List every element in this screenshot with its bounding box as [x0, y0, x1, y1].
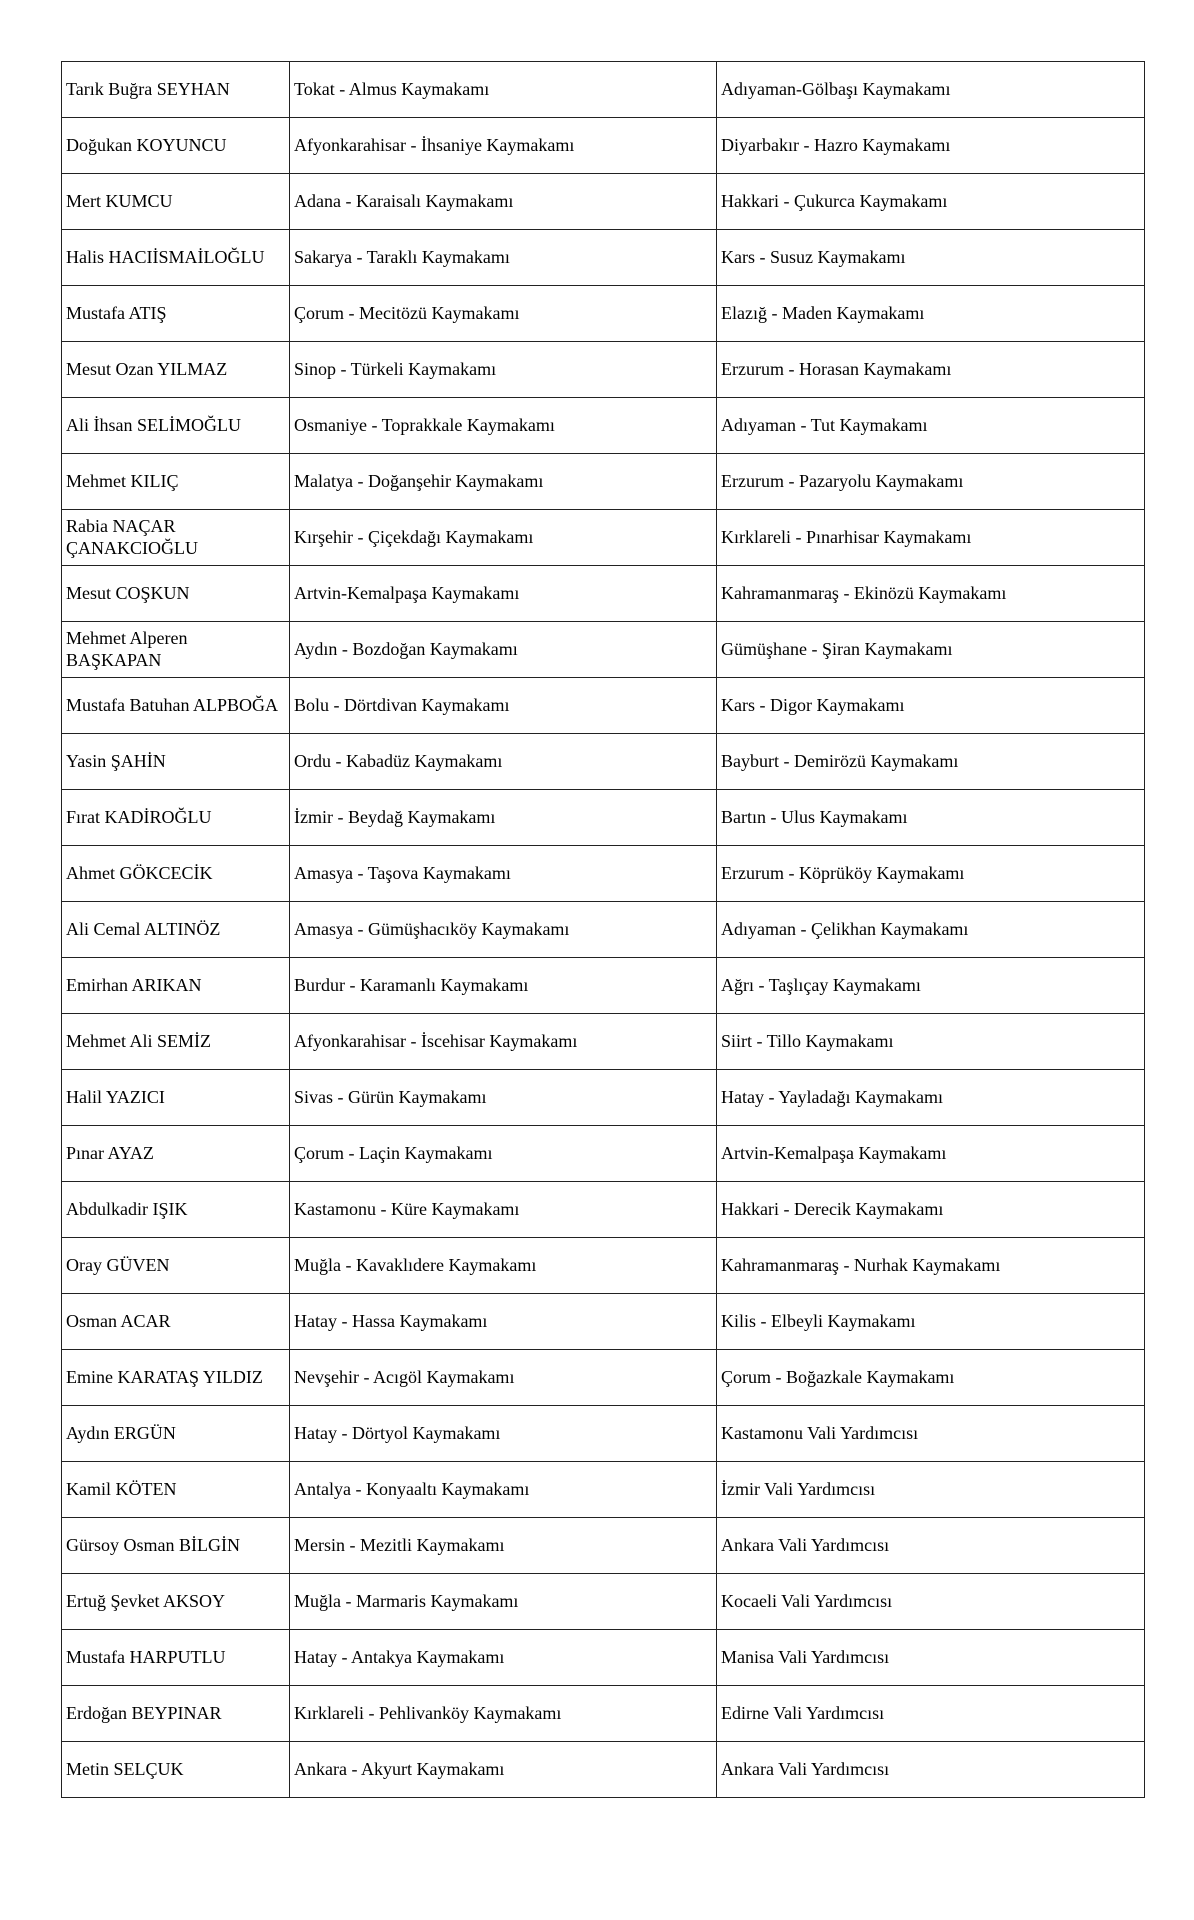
new-post-text: Kilis - Elbeyli Kaymakamı: [721, 1310, 916, 1331]
current-post-cell: [290, 566, 717, 622]
table-row: [62, 174, 1145, 230]
current-post-text: Nevşehir - Acıgöl Kaymakamı: [294, 1366, 515, 1387]
new-post-text: Adıyaman - Çelikhan Kaymakamı: [721, 918, 969, 939]
current-post-cell: [290, 1126, 717, 1182]
table-row: [62, 1014, 1145, 1070]
new-post-text: Kocaeli Vali Yardımcısı: [721, 1590, 893, 1611]
name-text: Ali Cemal ALTINÖZ: [66, 918, 221, 939]
new-post-cell: [717, 1014, 1145, 1070]
current-post-cell: [290, 454, 717, 510]
name-cell: [62, 1462, 290, 1518]
name-cell: [62, 1686, 290, 1742]
new-post-cell: [717, 398, 1145, 454]
name-text: Yasin ŞAHİN: [66, 750, 166, 771]
table-row: [62, 678, 1145, 734]
current-post-text: Ankara - Akyurt Kaymakamı: [294, 1758, 505, 1779]
name-text: Mehmet Alperen BAŞKAPAN: [66, 627, 188, 670]
new-post-text: Bartın - Ulus Kaymakamı: [721, 806, 908, 827]
name-cell: [62, 62, 290, 118]
name-cell: [62, 1574, 290, 1630]
table-row: [62, 1574, 1145, 1630]
current-post-cell: [290, 1406, 717, 1462]
current-post-text: Kastamonu - Küre Kaymakamı: [294, 1198, 520, 1219]
current-post-text: Amasya - Gümüşhacıköy Kaymakamı: [294, 918, 570, 939]
current-post-cell: [290, 1574, 717, 1630]
table-row: [62, 230, 1145, 286]
new-post-text: Diyarbakır - Hazro Kaymakamı: [721, 134, 951, 155]
table-row: [62, 1406, 1145, 1462]
new-post-text: Kahramanmaraş - Nurhak Kaymakamı: [721, 1254, 1001, 1275]
table-row: [62, 1126, 1145, 1182]
name-text: Fırat KADİROĞLU: [66, 806, 212, 827]
new-post-cell: [717, 566, 1145, 622]
current-post-cell: [290, 1686, 717, 1742]
new-post-cell: [717, 622, 1145, 678]
name-cell: [62, 1182, 290, 1238]
name-text: Kamil KÖTEN: [66, 1478, 177, 1499]
new-post-cell: [717, 1294, 1145, 1350]
name-text: Ertuğ Şevket AKSOY: [66, 1590, 225, 1611]
table-row: [62, 1462, 1145, 1518]
current-post-text: Hatay - Hassa Kaymakamı: [294, 1310, 488, 1331]
current-post-cell: [290, 1238, 717, 1294]
new-post-text: Kastamonu Vali Yardımcısı: [721, 1422, 919, 1443]
current-post-text: Mersin - Mezitli Kaymakamı: [294, 1534, 505, 1555]
table-row: [62, 1350, 1145, 1406]
current-post-cell: [290, 286, 717, 342]
new-post-text: Kırklareli - Pınarhisar Kaymakamı: [721, 526, 972, 547]
name-cell: [62, 454, 290, 510]
new-post-cell: [717, 846, 1145, 902]
table-row: [62, 510, 1145, 566]
current-post-text: Kırklareli - Pehlivanköy Kaymakamı: [294, 1702, 562, 1723]
current-post-cell: [290, 62, 717, 118]
new-post-cell: [717, 1518, 1145, 1574]
current-post-text: Adana - Karaisalı Kaymakamı: [294, 190, 514, 211]
new-post-text: Ankara Vali Yardımcısı: [721, 1758, 890, 1779]
new-post-text: Manisa Vali Yardımcısı: [721, 1646, 890, 1667]
new-post-text: Bayburt - Demirözü Kaymakamı: [721, 750, 959, 771]
name-text: Erdoğan BEYPINAR: [66, 1702, 222, 1723]
new-post-cell: [717, 230, 1145, 286]
appointments-table: [61, 61, 1145, 1798]
new-post-text: Siirt - Tillo Kaymakamı: [721, 1030, 894, 1051]
table-row: [62, 118, 1145, 174]
current-post-cell: [290, 846, 717, 902]
name-cell: [62, 902, 290, 958]
new-post-cell: [717, 62, 1145, 118]
current-post-text: Afyonkarahisar - İhsaniye Kaymakamı: [294, 134, 575, 155]
new-post-text: Gümüşhane - Şiran Kaymakamı: [721, 638, 953, 659]
name-text: Osman ACAR: [66, 1310, 171, 1331]
name-cell: [62, 1070, 290, 1126]
new-post-cell: [717, 286, 1145, 342]
table-body: [62, 62, 1145, 1798]
current-post-text: Tokat - Almus Kaymakamı: [294, 78, 490, 99]
current-post-text: Sivas - Gürün Kaymakamı: [294, 1086, 487, 1107]
name-cell: [62, 1294, 290, 1350]
new-post-text: Artvin-Kemalpaşa Kaymakamı: [721, 1142, 947, 1163]
name-cell: [62, 174, 290, 230]
new-post-cell: [717, 1630, 1145, 1686]
name-cell: [62, 622, 290, 678]
new-post-cell: [717, 1182, 1145, 1238]
new-post-cell: [717, 790, 1145, 846]
name-cell: [62, 342, 290, 398]
table-row: [62, 342, 1145, 398]
new-post-cell: [717, 1686, 1145, 1742]
table-row: [62, 622, 1145, 678]
new-post-text: Kars - Susuz Kaymakamı: [721, 246, 906, 267]
name-text: Rabia NAÇAR ÇANAKCIOĞLU: [66, 515, 198, 558]
current-post-text: Malatya - Doğanşehir Kaymakamı: [294, 470, 544, 491]
new-post-text: Çorum - Boğazkale Kaymakamı: [721, 1366, 955, 1387]
name-text: Ali İhsan SELİMOĞLU: [66, 414, 241, 435]
new-post-cell: [717, 1350, 1145, 1406]
current-post-cell: [290, 902, 717, 958]
name-cell: [62, 790, 290, 846]
current-post-text: Antalya - Konyaaltı Kaymakamı: [294, 1478, 530, 1499]
name-cell: [62, 846, 290, 902]
name-text: Pınar AYAZ: [66, 1142, 154, 1163]
new-post-text: Ağrı - Taşlıçay Kaymakamı: [721, 974, 921, 995]
name-cell: [62, 958, 290, 1014]
current-post-cell: [290, 1350, 717, 1406]
name-text: Ahmet GÖKCECİK: [66, 862, 213, 883]
current-post-text: Hatay - Dörtyol Kaymakamı: [294, 1422, 501, 1443]
table-row: [62, 1742, 1145, 1798]
name-text: Mehmet KILIÇ: [66, 470, 179, 491]
new-post-cell: [717, 342, 1145, 398]
name-text: Abdulkadir IŞIK: [66, 1198, 188, 1219]
current-post-cell: [290, 1630, 717, 1686]
name-cell: [62, 678, 290, 734]
table-row: [62, 454, 1145, 510]
new-post-text: Hakkari - Çukurca Kaymakamı: [721, 190, 948, 211]
new-post-cell: [717, 510, 1145, 566]
current-post-text: Afyonkarahisar - İscehisar Kaymakamı: [294, 1030, 578, 1051]
name-cell: [62, 118, 290, 174]
current-post-cell: [290, 1742, 717, 1798]
table-row: [62, 566, 1145, 622]
new-post-text: Elazığ - Maden Kaymakamı: [721, 302, 925, 323]
table-row: [62, 286, 1145, 342]
current-post-text: Burdur - Karamanlı Kaymakamı: [294, 974, 529, 995]
table-row: [62, 1182, 1145, 1238]
name-cell: [62, 566, 290, 622]
name-text: Gürsoy Osman BİLGİN: [66, 1534, 240, 1555]
new-post-text: Ankara Vali Yardımcısı: [721, 1534, 890, 1555]
name-text: Doğukan KOYUNCU: [66, 134, 227, 155]
new-post-cell: [717, 1126, 1145, 1182]
current-post-text: Artvin-Kemalpaşa Kaymakamı: [294, 582, 520, 603]
name-text: Emirhan ARIKAN: [66, 974, 202, 995]
current-post-text: Amasya - Taşova Kaymakamı: [294, 862, 511, 883]
name-cell: [62, 1014, 290, 1070]
name-cell: [62, 1518, 290, 1574]
name-text: Mustafa Batuhan ALPBOĞA: [66, 694, 278, 715]
new-post-cell: [717, 1574, 1145, 1630]
table-row: [62, 734, 1145, 790]
current-post-text: İzmir - Beydağ Kaymakamı: [294, 806, 496, 827]
new-post-cell: [717, 1070, 1145, 1126]
new-post-text: Erzurum - Pazaryolu Kaymakamı: [721, 470, 964, 491]
name-cell: [62, 398, 290, 454]
new-post-text: Adıyaman-Gölbaşı Kaymakamı: [721, 78, 951, 99]
name-cell: [62, 286, 290, 342]
current-post-cell: [290, 1070, 717, 1126]
current-post-text: Sakarya - Taraklı Kaymakamı: [294, 246, 510, 267]
current-post-text: Muğla - Marmaris Kaymakamı: [294, 1590, 519, 1611]
name-cell: [62, 1630, 290, 1686]
current-post-text: Ordu - Kabadüz Kaymakamı: [294, 750, 503, 771]
current-post-cell: [290, 510, 717, 566]
name-cell: [62, 734, 290, 790]
name-text: Halis HACIİSMAİLOĞLU: [66, 246, 265, 267]
current-post-cell: [290, 1182, 717, 1238]
new-post-text: İzmir Vali Yardımcısı: [721, 1478, 876, 1499]
current-post-text: Muğla - Kavaklıdere Kaymakamı: [294, 1254, 537, 1275]
current-post-cell: [290, 1462, 717, 1518]
current-post-cell: [290, 790, 717, 846]
name-cell: [62, 1126, 290, 1182]
name-text: Mehmet Ali SEMİZ: [66, 1030, 211, 1051]
new-post-text: Hatay - Yayladağı Kaymakamı: [721, 1086, 943, 1107]
current-post-cell: [290, 958, 717, 1014]
new-post-cell: [717, 1462, 1145, 1518]
new-post-cell: [717, 174, 1145, 230]
current-post-cell: [290, 734, 717, 790]
name-cell: [62, 230, 290, 286]
current-post-text: Aydın - Bozdoğan Kaymakamı: [294, 638, 518, 659]
name-cell: [62, 1742, 290, 1798]
new-post-text: Edirne Vali Yardımcısı: [721, 1702, 885, 1723]
new-post-cell: [717, 958, 1145, 1014]
table-row: [62, 902, 1145, 958]
table-row: [62, 1518, 1145, 1574]
new-post-text: Erzurum - Köprüköy Kaymakamı: [721, 862, 965, 883]
table-row: [62, 1238, 1145, 1294]
new-post-cell: [717, 902, 1145, 958]
new-post-text: Kars - Digor Kaymakamı: [721, 694, 905, 715]
table-row: [62, 398, 1145, 454]
new-post-cell: [717, 118, 1145, 174]
new-post-text: Adıyaman - Tut Kaymakamı: [721, 414, 928, 435]
name-cell: [62, 510, 290, 566]
new-post-text: Kahramanmaraş - Ekinözü Kaymakamı: [721, 582, 1007, 603]
new-post-cell: [717, 1406, 1145, 1462]
table-row: [62, 1686, 1145, 1742]
current-post-cell: [290, 342, 717, 398]
name-text: Metin SELÇUK: [66, 1758, 184, 1779]
new-post-text: Erzurum - Horasan Kaymakamı: [721, 358, 952, 379]
current-post-cell: [290, 1518, 717, 1574]
name-text: Aydın ERGÜN: [66, 1422, 176, 1443]
name-text: Mesut COŞKUN: [66, 582, 190, 603]
name-text: Mesut Ozan YILMAZ: [66, 358, 228, 379]
current-post-cell: [290, 174, 717, 230]
current-post-text: Hatay - Antakya Kaymakamı: [294, 1646, 505, 1667]
table-row: [62, 790, 1145, 846]
name-cell: [62, 1238, 290, 1294]
current-post-cell: [290, 1014, 717, 1070]
current-post-cell: [290, 622, 717, 678]
current-post-text: Sinop - Türkeli Kaymakamı: [294, 358, 497, 379]
table-row: [62, 1294, 1145, 1350]
current-post-cell: [290, 118, 717, 174]
table-row: [62, 958, 1145, 1014]
name-text: Emine KARATAŞ YILDIZ: [66, 1366, 263, 1387]
new-post-cell: [717, 678, 1145, 734]
current-post-text: Çorum - Laçin Kaymakamı: [294, 1142, 493, 1163]
name-text: Mustafa ATIŞ: [66, 302, 167, 323]
new-post-cell: [717, 734, 1145, 790]
table-row: [62, 1070, 1145, 1126]
new-post-cell: [717, 1742, 1145, 1798]
current-post-cell: [290, 398, 717, 454]
name-text: Mert KUMCU: [66, 190, 173, 211]
current-post-cell: [290, 678, 717, 734]
current-post-text: Bolu - Dörtdivan Kaymakamı: [294, 694, 510, 715]
name-text: Oray GÜVEN: [66, 1254, 170, 1275]
name-text: Tarık Buğra SEYHAN: [66, 78, 230, 99]
name-cell: [62, 1406, 290, 1462]
new-post-text: Hakkari - Derecik Kaymakamı: [721, 1198, 944, 1219]
name-text: Mustafa HARPUTLU: [66, 1646, 226, 1667]
name-text: Halil YAZICI: [66, 1086, 165, 1107]
table-row: [62, 62, 1145, 118]
table-row: [62, 1630, 1145, 1686]
current-post-text: Kırşehir - Çiçekdağı Kaymakamı: [294, 526, 534, 547]
current-post-text: Çorum - Mecitözü Kaymakamı: [294, 302, 520, 323]
new-post-cell: [717, 454, 1145, 510]
current-post-cell: [290, 1294, 717, 1350]
current-post-text: Osmaniye - Toprakkale Kaymakamı: [294, 414, 555, 435]
table-row: [62, 846, 1145, 902]
name-cell: [62, 1350, 290, 1406]
current-post-cell: [290, 230, 717, 286]
new-post-cell: [717, 1238, 1145, 1294]
